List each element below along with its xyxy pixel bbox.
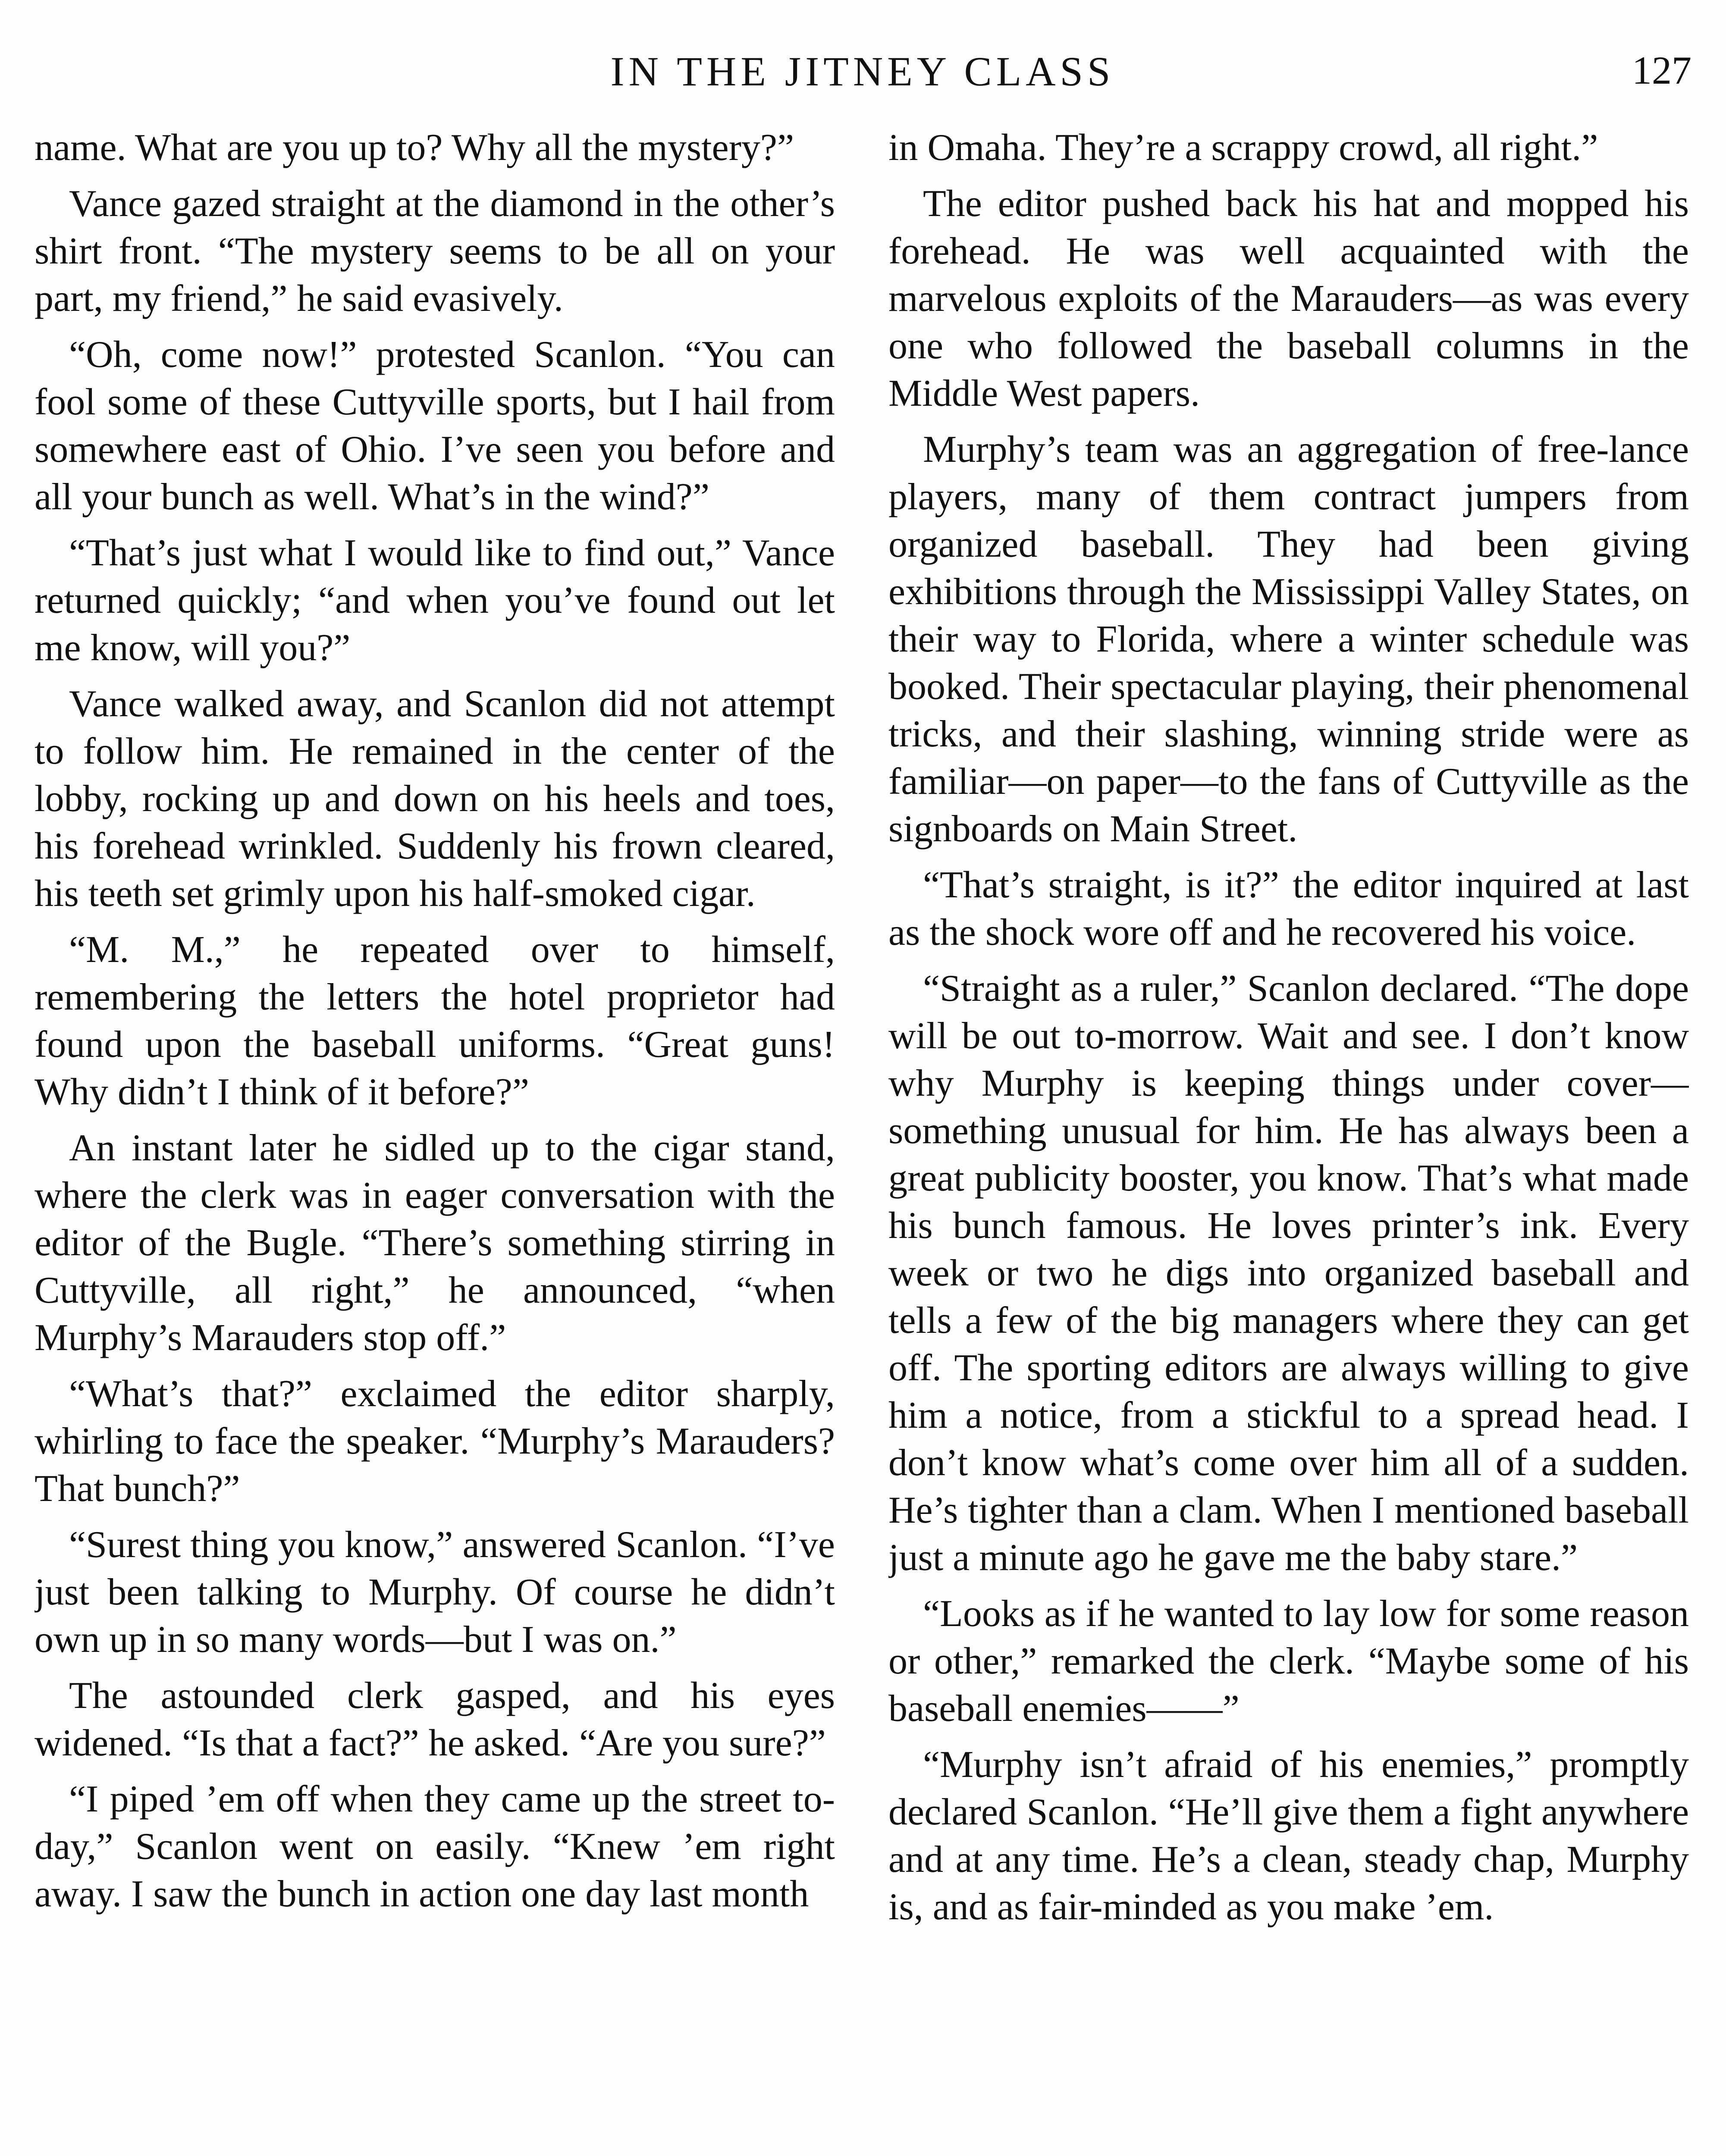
paragraph: The astounded clerk gasped, and his eyes widened. “Is that a fact?” he asked. “Are you sure?” — [35, 1675, 835, 1764]
paragraph: An instant later he sidled up to the cigar stand, where the clerk was in eager conversation with the editor of the Bugle. “There’s something stirring in Cuttyville, all right,” he announced, “when Murphy’s Marauders stop off.” — [35, 1127, 835, 1359]
right-column — [888, 124, 1689, 2156]
left-column — [35, 124, 835, 2156]
paragraph: Murphy’s team was an aggregation of free-lance players, many of them contract jumpers from organized baseball. They had been giving exhibitions through the Mississippi Valley States, on their way to Florida, where a winter schedule was booked. Their spectacular playing, their phenomenal tricks, and their slashing, winning stride were as familiar—on paper—to the fans of Cuttyville as the signboards on Main Street. — [888, 429, 1689, 850]
paragraph: Vance walked away, and Scanlon did not attempt to follow him. He remained in the center of the lobby, rocking up and down on his heels and toes, his forehead wrinkled. Suddenly his frown cleared, his teeth set grimly upon his half-smoked cigar. — [35, 683, 835, 915]
paragraph: “Straight as a ruler,” Scanlon declared. “The dope will be out to-morrow. Wait and see. I don’t know why Murphy is keeping things under cover—something unusual for him. He has always been a great publicity booster, you know. That’s what made his bunch famous. He loves printer’s ink. Every week or two he digs into organized baseball and tells a few of the big managers where they can get off. The sporting editors are always willing to give him a notice, from a stickful to a spread head. I don’t know what’s come over him all of a sudden. He’s tighter than a clam. When I mentioned baseball just a minute ago he gave me the baby stare.” — [888, 968, 1689, 1579]
paragraph: “That’s just what I would like to find out,” Vance returned quickly; “and when you’ve found out let me know, will you?” — [35, 532, 835, 669]
paragraph: “Looks as if he wanted to lay low for some reason or other,” remarked the clerk. “Maybe some of his baseball enemies——” — [888, 1593, 1689, 1730]
paragraph: “I piped ’em off when they came up the street to-day,” Scanlon went on easily. “Knew ’em right away. I saw the bunch in action one day last month — [35, 1778, 835, 1915]
paragraph: “That’s straight, is it?” the editor inquired at last as the shock wore off and he recovered his voice. — [888, 864, 1689, 953]
paragraph: “M. M.,” he repeated over to himself, remembering the letters the hotel proprietor had found upon the baseball uniforms. “Great guns! Why didn’t I think of it before?” — [35, 929, 835, 1113]
running-title: IN THE JITNEY CLASS — [610, 48, 1115, 94]
paragraph: “Murphy isn’t afraid of his enemies,” promptly declared Scanlon. “He’ll give them a fight anywhere and at any time. He’s a clean, steady chap, Murphy is, and as fair-minded as you make ’em. — [888, 1744, 1689, 1928]
paragraph: in Omaha. They’re a scrappy crowd, all right.” — [888, 127, 1598, 169]
page-number: 127 — [1632, 48, 1691, 92]
paragraph: “What’s that?” exclaimed the editor sharply, whirling to face the speaker. “Murphy’s Marauders? That bunch?” — [35, 1373, 835, 1510]
paragraph: “Oh, come now!” protested Scanlon. “You can fool some of these Cuttyville sports, but I hail from somewhere east of Ohio. I’ve seen you before and all your bunch as well. What’s in the wind?” — [35, 334, 835, 518]
paragraph: name. What are you up to? Why all the mystery?” — [35, 127, 794, 169]
running-header — [0, 43, 1726, 103]
paragraph: The editor pushed back his hat and mopped his forehead. He was well acquainted with the marvelous exploits of the Marauders—as was every one who followed the baseball columns in the Middle West papers. — [888, 183, 1689, 414]
paragraph: “Surest thing you know,” answered Scanlon. “I’ve just been talking to Murphy. Of course he didn’t own up in so many words—but I was on.” — [35, 1524, 835, 1661]
paragraph: Vance gazed straight at the diamond in the other’s shirt front. “The mystery seems to be all on your part, my friend,” he said evasively. — [35, 183, 835, 320]
